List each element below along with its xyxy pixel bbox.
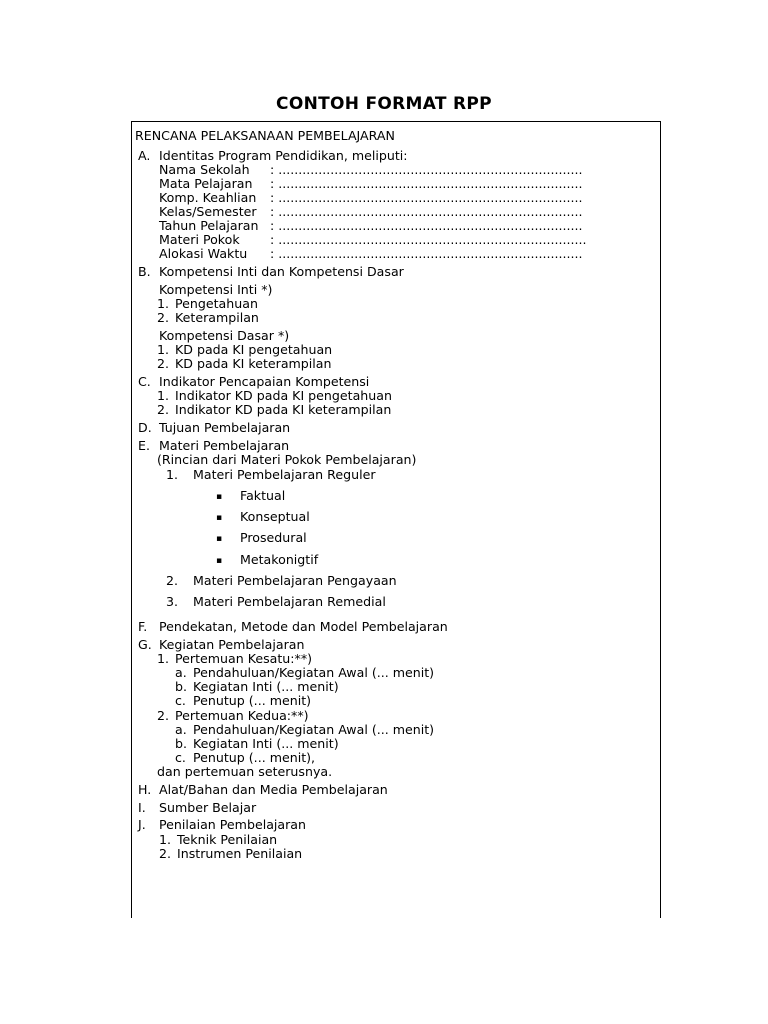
section-b-letter: B. — [138, 264, 151, 279]
section-b-heading: Kompetensi Inti dan Kompetensi Dasar — [159, 264, 404, 279]
list-number: 3. — [166, 594, 179, 609]
field-value: : ............................................................................ — [270, 246, 583, 261]
section-a-letter: A. — [138, 148, 151, 163]
list-number: 2. — [157, 356, 170, 371]
section-e-letter: E. — [138, 438, 150, 453]
section-j-heading: Penilaian Pembelajaran — [159, 817, 307, 832]
list-number: 1. — [157, 388, 170, 403]
section-c-heading: Indikator Pencapaian Kompetensi — [159, 374, 370, 389]
step-item: Kegiatan Inti (... menit) — [193, 679, 339, 694]
section-g-footer: dan pertemuan seterusnya. — [157, 764, 333, 779]
field-label: Mata Pelajaran — [159, 176, 253, 191]
field-label: Nama Sekolah — [159, 162, 250, 177]
field-label: Kelas/Semester — [159, 204, 257, 219]
section-f-letter: F. — [138, 619, 148, 634]
section-j-letter: J. — [138, 817, 146, 832]
list-item: Keterampilan — [175, 310, 259, 325]
section-h-letter: H. — [138, 782, 152, 797]
section-c-letter: C. — [138, 374, 151, 389]
field-value: : ............................................................................ — [270, 190, 583, 205]
square-bullet-icon: ▪ — [216, 556, 223, 566]
list-number: 1. — [157, 651, 170, 666]
list-item: Pertemuan Kedua:**) — [175, 708, 309, 723]
square-bullet-icon: ▪ — [216, 492, 223, 502]
section-a-heading: Identitas Program Pendidikan, meliputi: — [159, 148, 408, 163]
list-item: KD pada KI keterampilan — [175, 356, 332, 371]
step-item: Kegiatan Inti (... menit) — [193, 736, 339, 751]
box-title: RENCANA PELAKSANAAN PEMBELAJARAN — [135, 128, 395, 143]
section-i-heading: Sumber Belajar — [159, 800, 257, 815]
step-letter: a. — [175, 665, 187, 680]
section-e-note: (Rincian dari Materi Pokok Pembelajaran) — [157, 452, 417, 467]
kd-heading: Kompetensi Dasar *) — [159, 328, 290, 343]
bullet-item: Metakonigtif — [240, 552, 319, 567]
section-e-heading: Materi Pembelajaran — [159, 438, 290, 453]
field-value: : ............................................................................. — [270, 232, 587, 247]
bullet-item: Prosedural — [240, 530, 307, 545]
step-letter: a. — [175, 722, 187, 737]
step-item: Penutup (... menit) — [193, 693, 312, 708]
list-number: 2. — [166, 573, 179, 588]
step-letter: c. — [175, 750, 186, 765]
section-d-letter: D. — [138, 420, 152, 435]
list-item: Indikator KD pada KI keterampilan — [175, 402, 392, 417]
list-item: Indikator KD pada KI pengetahuan — [175, 388, 392, 403]
section-f-heading: Pendekatan, Metode dan Model Pembelajaran — [159, 619, 448, 634]
field-value: : ............................................................................ — [270, 204, 583, 219]
step-item: Pendahuluan/Kegiatan Awal (... menit) — [193, 665, 435, 680]
square-bullet-icon: ▪ — [216, 534, 223, 544]
list-number: 1. — [157, 296, 170, 311]
field-label: Alokasi Waktu — [159, 246, 248, 261]
section-g-letter: G. — [138, 637, 152, 652]
list-number: 2. — [157, 310, 170, 325]
bullet-item: Konseptual — [240, 509, 310, 524]
section-i-letter: I. — [138, 800, 146, 815]
step-letter: b. — [175, 736, 187, 751]
field-value: : ............................................................................ — [270, 162, 583, 177]
list-item: Materi Pembelajaran Remedial — [193, 594, 386, 609]
document-title: CONTOH FORMAT RPP — [276, 94, 492, 114]
list-item: Materi Pembelajaran Reguler — [193, 467, 376, 482]
section-h-heading: Alat/Bahan dan Media Pembelajaran — [159, 782, 388, 797]
list-item: Pengetahuan — [175, 296, 258, 311]
field-value: : ............................................................................ — [270, 218, 583, 233]
list-item: KD pada KI pengetahuan — [175, 342, 333, 357]
section-d-heading: Tujuan Pembelajaran — [159, 420, 291, 435]
field-label: Tahun Pelajaran — [159, 218, 259, 233]
square-bullet-icon: ▪ — [216, 513, 223, 523]
bullet-item: Faktual — [240, 488, 286, 503]
step-letter: c. — [175, 693, 186, 708]
list-item: Teknik Penilaian — [177, 832, 278, 847]
list-number: 2. — [157, 708, 170, 723]
field-label: Materi Pokok — [159, 232, 240, 247]
step-item: Pendahuluan/Kegiatan Awal (... menit) — [193, 722, 435, 737]
field-label: Komp. Keahlian — [159, 190, 257, 205]
list-number: 2. — [157, 402, 170, 417]
list-number: 1. — [166, 467, 179, 482]
step-letter: b. — [175, 679, 187, 694]
ki-heading: Kompetensi Inti *) — [159, 282, 273, 297]
list-number: 1. — [157, 342, 170, 357]
field-value: : ............................................................................ — [270, 176, 583, 191]
section-g-heading: Kegiatan Pembelajaran — [159, 637, 305, 652]
list-number: 1. — [159, 832, 172, 847]
list-item: Instrumen Penilaian — [177, 846, 303, 861]
step-item: Penutup (... menit), — [193, 750, 316, 765]
list-item: Pertemuan Kesatu:**) — [175, 651, 313, 666]
list-item: Materi Pembelajaran Pengayaan — [193, 573, 397, 588]
list-number: 2. — [159, 846, 172, 861]
